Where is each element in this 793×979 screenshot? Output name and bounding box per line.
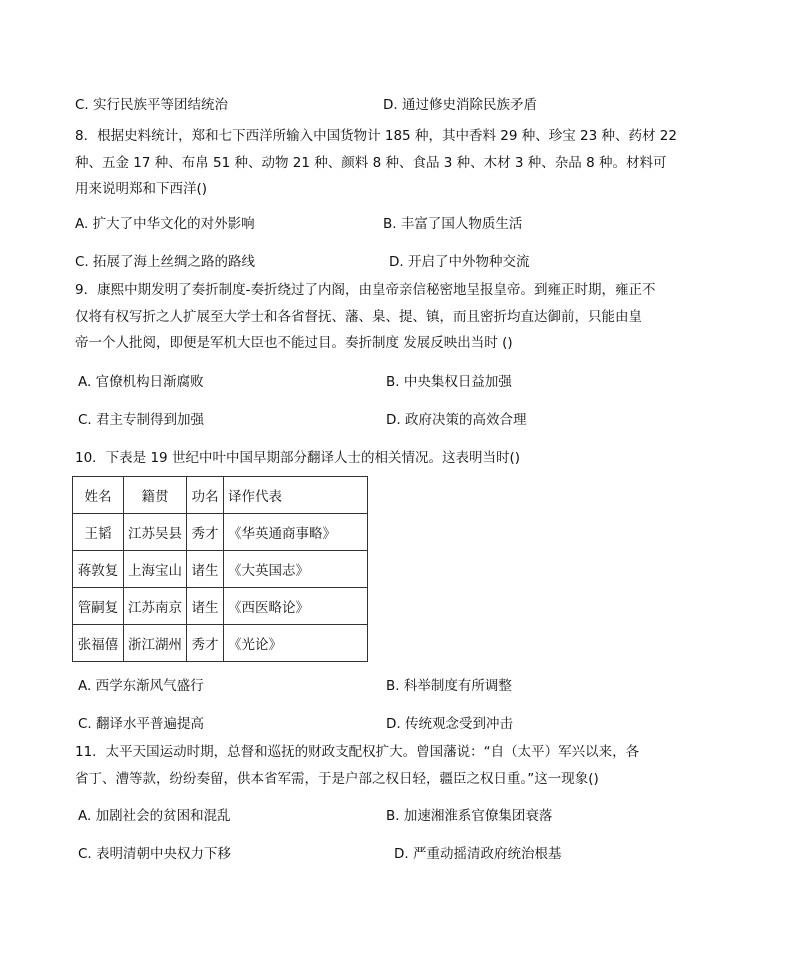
table-cell: 上海宝山 (124, 551, 187, 588)
table-row (73, 551, 368, 588)
q11-option-a[interactable]: A. 加剧社会的贫困和混乱 (78, 808, 231, 824)
table-cell: 江苏吴县 (124, 514, 187, 551)
q11-option-d[interactable]: D. 严重动摇清政府统治根基 (394, 846, 562, 862)
q11-option-b[interactable]: B. 加速湘淮系官僚集团衰落 (386, 808, 553, 824)
q11-option-c[interactable]: C. 表明清朝中央权力下移 (78, 846, 232, 862)
q8-option-b[interactable]: B. 丰富了国人物质生活 (383, 216, 523, 232)
q10-option-a[interactable]: A. 西学东渐风气盛行 (78, 678, 204, 694)
q8-option-c[interactable]: C. 拓展了海上丝绸之路的路线 (75, 254, 256, 270)
table-cell: 《光论》 (224, 625, 368, 662)
table-header-cell: 籍贯 (124, 477, 187, 514)
table-header-cell: 译作代表 (224, 477, 368, 514)
table-cell: 秀才 (187, 514, 224, 551)
q9-stem-line-3: 帝一个人批阅，即便是军机大臣也不能过目。奏折制度 发展反映出当时 () (75, 335, 513, 351)
table-row (73, 588, 368, 625)
table-header-cell: 功名 (187, 477, 224, 514)
table-cell: 江苏南京 (124, 588, 187, 625)
table-cell: 秀才 (187, 625, 224, 662)
table-cell: 蒋敦复 (73, 551, 124, 588)
table-cell: 管嗣复 (73, 588, 124, 625)
q11-stem-line-1: 11．太平天国运动时期，总督和巡抚的财政支配权扩大。曾国藩说：“自（太平）军兴以来，各 (75, 744, 640, 760)
translators-table (72, 476, 368, 662)
q9-option-b[interactable]: B. 中央集权日益加强 (386, 374, 512, 390)
table-cell: 《华英通商事略》 (224, 514, 368, 551)
table-cell: 诸生 (187, 551, 224, 588)
table-header-row (73, 477, 368, 514)
q10-option-c[interactable]: C. 翻译水平普遍提高 (78, 716, 205, 732)
table-row (73, 514, 368, 551)
table-row (73, 625, 368, 662)
q11-stem-line-2: 省丁、漕等款，纷纷奏留，供本省军需，于是户部之权日轻，疆臣之权日重。”这一现象() (75, 771, 599, 787)
q10-stem: 10．下表是 19 世纪中叶中国早期部分翻译人士的相关情况。这表明当时() (75, 450, 520, 466)
q8-stem-line-3: 用来说明郑和下西洋() (75, 181, 208, 197)
q9-option-d[interactable]: D. 政府决策的高效合理 (386, 412, 527, 428)
q8-stem-line-1: 8．根据史料统计，郑和七下西洋所输入中国货物计 185 种，其中香料 29 种、珍宝 23 种、药材 22 (75, 128, 677, 144)
table-header-cell: 姓名 (73, 477, 124, 514)
table-cell: 《大英国志》 (224, 551, 368, 588)
q7-option-d[interactable]: D. 通过修史消除民族矛盾 (383, 97, 537, 113)
q10-option-d[interactable]: D. 传统观念受到冲击 (386, 716, 513, 732)
q8-stem-line-2: 种、五金 17 种、布帛 51 种、动物 21 种、颜料 8 种、食品 3 种、木材 3 种、杂品 8 种。材料可 (75, 155, 667, 171)
q8-option-a[interactable]: A. 扩大了中华文化的对外影响 (75, 216, 255, 232)
q10-option-b[interactable]: B. 科举制度有所调整 (386, 678, 512, 694)
q9-stem-line-1: 9．康熙中期发明了奏折制度-奏折绕过了内阁，由皇帝亲信秘密地呈报皇帝。到雍正时期，雍正不 (75, 282, 656, 298)
table-cell: 《西医略论》 (224, 588, 368, 625)
table-cell: 张福僖 (73, 625, 124, 662)
q9-stem-line-2: 仅将有权写折之人扩展至大学士和各省督抚、藩、臬、提、镇，而且密折均直达御前，只能由皇 (75, 309, 642, 325)
table-cell: 诸生 (187, 588, 224, 625)
q7-option-c[interactable]: C. 实行民族平等团结统治 (75, 97, 229, 113)
table-cell: 浙江湖州 (124, 625, 187, 662)
q9-option-a[interactable]: A. 官僚机构日渐腐败 (78, 374, 204, 390)
q9-option-c[interactable]: C. 君主专制得到加强 (78, 412, 205, 428)
q8-option-d[interactable]: D. 开启了中外物种交流 (389, 254, 530, 270)
table-cell: 王韬 (73, 514, 124, 551)
